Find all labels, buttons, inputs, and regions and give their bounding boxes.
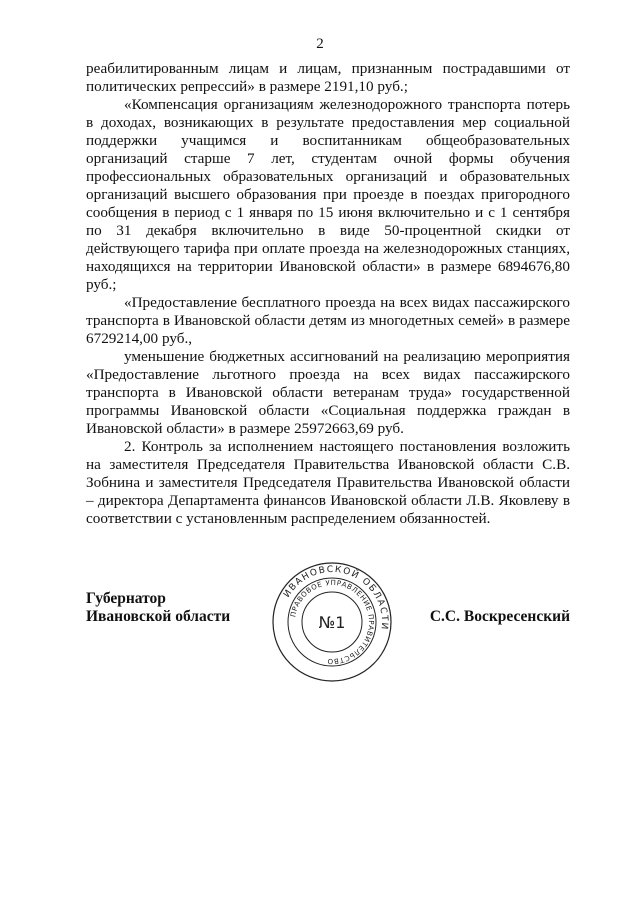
- signatory-name: С.С. Воскресенский: [429, 608, 570, 625]
- seal-number: №1: [318, 613, 346, 632]
- signatory-position: [86, 590, 230, 626]
- signature-block: [86, 560, 570, 680]
- page-number: 2: [316, 36, 324, 52]
- paragraph-free-travel: «Предоставление бесплатного проезда на всех видах пассажирского транспорта в Ивановской области детям из многодетных семей» в размере 6729214,00 руб.,: [86, 294, 570, 347]
- paragraph-continuation: реабилитированным лицам и лицам, признанным пострадавшими от политических репрессий» в размере 2191,10 руб.;: [86, 60, 570, 95]
- position-line-2: Ивановской области: [86, 608, 231, 625]
- paragraph-railway-compensation: «Компенсация организациям железнодорожного транспорта потерь в доходах, возникающих в результате предоставления мер социальной поддержки учащимся и воспитанникам общеобразовательных организаций старше 7 лет, студентам очной формы обучения профессиональных образовательных организаций и образовательных организаций высшего образования при проезде в поездах пригородного сообщения в период с 1 января по 15 июня включительно и с 1 сентября по 31 декабря включительно в виде 50-процентной скидки от действующего тарифа при оплате проезда на железнодорожных станциях, находящихся на территории Ивановской области» в размере 6894676,80 руб.;: [86, 96, 570, 293]
- seal-outer-text: ИВАНОВСКОЙ ОБЛАСТИ: [282, 564, 390, 632]
- seal-inner-text: ПРАВОВОЕ УПРАВЛЕНИЕ ПРАВИТЕЛЬСТВО: [289, 578, 376, 666]
- paragraph-control: 2. Контроль за исполнением настоящего постановления возложить на заместителя Председателя Правительства Ивановской области С.В. Зобнина и заместителя Председателя Правительства Ивановской области – директора Департамента финансов Ивановской области Л.В. Яковлеву в соответствии с установленным распределением обязанностей.: [86, 438, 570, 527]
- official-seal: [270, 560, 394, 684]
- position-line-1: Губернатор: [86, 590, 166, 607]
- document-body: [86, 60, 570, 528]
- paragraph-budget-reduction: уменьшение бюджетных ассигнований на реализацию мероприятия «Предоставление льготного проезда на всех видах пассажирского транспорта в Ивановской области ветеранам труда» государственной программы Ивановской области «Социальная поддержка граждан в Ивановской области» в размере 25972663,69 руб.: [86, 348, 570, 437]
